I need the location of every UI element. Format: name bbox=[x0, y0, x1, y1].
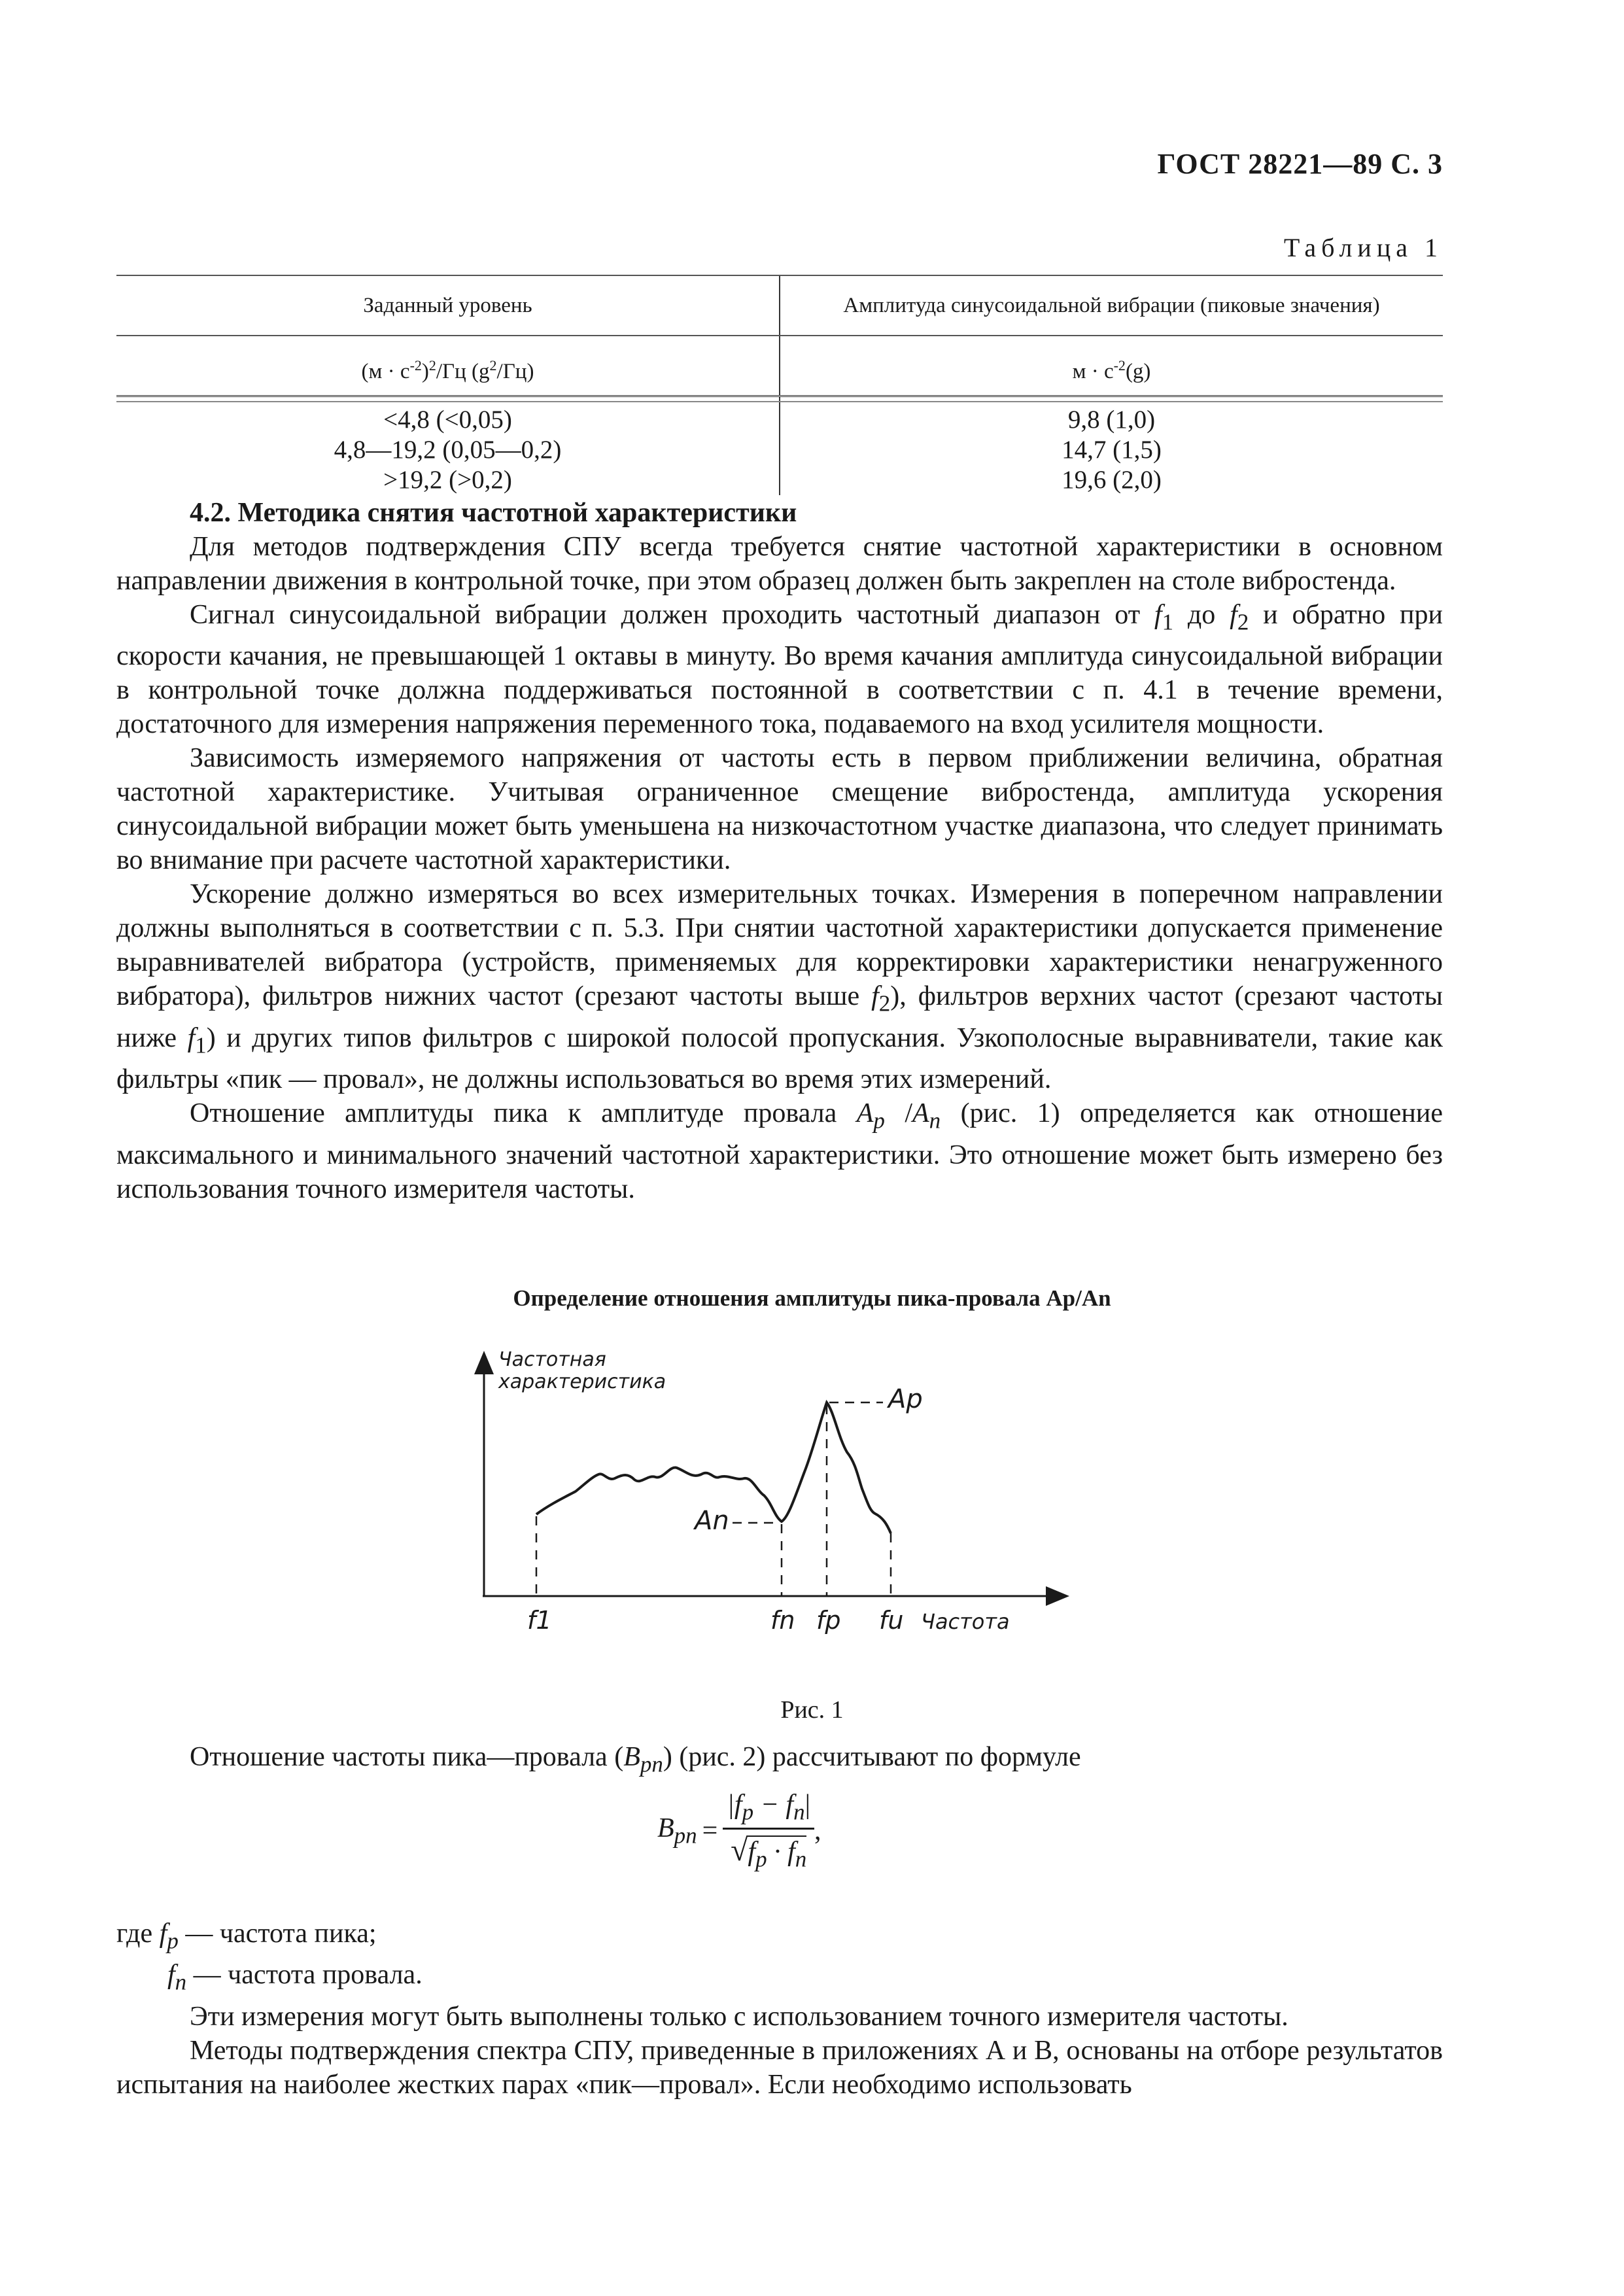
formula-numerator: $|f_p - f_n|$ bbox=[727, 1790, 810, 1825]
table-cell-level: <4,8 (<0,05) bbox=[383, 406, 512, 434]
amplitude-column bbox=[780, 402, 1443, 495]
page-header: ГОСТ 28221—89 С. 3 bbox=[1157, 148, 1443, 180]
table-cell-amplitude: 19,6 (2,0) bbox=[1062, 466, 1162, 494]
section-title: Методика снятия частотной характеристики bbox=[237, 498, 797, 528]
table-units-row bbox=[116, 335, 1443, 395]
paragraph-5: Отношение амплитуды пика к амплитуде провала $A_p$ $/A_n$ (рис. 1) определяется как отношение максимального и минимального значений частотной характеристики. Это отношение может быть измерено без использования точного измерителя частоты. bbox=[116, 1098, 1443, 1204]
section-number: 4.2. bbox=[190, 498, 231, 528]
formula-lhs: $B_{pn}$ bbox=[657, 1813, 697, 1849]
figure-1 bbox=[451, 1334, 1105, 1678]
fp-label: fp bbox=[816, 1606, 841, 1635]
table-cell-level: >19,2 (>0,2) bbox=[383, 466, 512, 494]
legend-block bbox=[116, 1917, 1443, 2102]
ap-label: Ap bbox=[888, 1384, 923, 1414]
an-label: An bbox=[695, 1506, 729, 1536]
fn-label: fn bbox=[770, 1606, 795, 1635]
paragraph-2: Сигнал синусоидальной вибрации должен проходить частотный диапазон от $f_1$ до $f_2$ и обратно при скорости качания, не превышающей 1 октавы в минуту. Во время качания амплитуда синусоидальной вибрации в контрольной точке должна поддерживаться постоянной в соответствии с п. 4.1 в течение времени, достаточного для измерения напряжения переменного тока, подаваемого на вход усилителя мощности. bbox=[116, 600, 1443, 740]
table-header-row bbox=[116, 275, 1443, 335]
figure-caption: Рис. 1 bbox=[780, 1696, 844, 1724]
legend-fp: где $f_p$ — частота пика; bbox=[116, 1919, 377, 1954]
level-column bbox=[116, 402, 780, 495]
paragraph-3: Зависимость измеряемого напряжения от частоты есть в первом приближении величина, обратная частотной характеристике. Учитывая ограниченное смещение вибростенда, амплитуда ускорения синусоидальной вибрации может быть уменьшена на низкочастотном участке диапазона, что следует принимать во внимание при расчете частотной характеристики. bbox=[116, 743, 1443, 876]
table-label: Таблица 1 bbox=[1283, 233, 1443, 262]
f1-label: f1 bbox=[527, 1606, 552, 1635]
formula-intro: Отношение частоты пика—провала $(B_{pn})$ (рис. 2) рассчитывают по формуле bbox=[190, 1742, 1081, 1777]
col2-header: Амплитуда синусоидальной вибрации (пиковые значения) bbox=[843, 294, 1380, 317]
table-cell-level: 4,8—19,2 (0,05—0,2) bbox=[334, 436, 562, 464]
table-cell-amplitude: 9,8 (1,0) bbox=[1067, 406, 1156, 434]
figure-title: Определение отношения амплитуды пика-провала Ap/An bbox=[513, 1285, 1111, 1311]
col1-units: $(м \cdot с^{-2})^2/Гц$ $(g^2/Гц)$ bbox=[116, 336, 780, 395]
table-body bbox=[116, 402, 1443, 495]
closing-paragraph-1: Эти измерения могут быть выполнены только с использованием точного измерителя частоты. bbox=[190, 2001, 1288, 2032]
fu-label: fu bbox=[879, 1606, 904, 1635]
table-separator bbox=[116, 395, 1443, 402]
table-cell-amplitude: 14,7 (1,5) bbox=[1062, 436, 1162, 464]
y-axis-label-2: характеристика bbox=[498, 1370, 666, 1393]
formula: $B_{pn}$ = $|f_p - f_n|$ $√f_p \cdot f_n$ , bbox=[657, 1790, 821, 1872]
x-axis-label: Частота bbox=[921, 1609, 1010, 1634]
col1-header: Заданный уровень bbox=[116, 276, 780, 335]
legend-fn: $f_n$ — частота провала. bbox=[167, 1960, 423, 1995]
formula-fraction bbox=[723, 1789, 814, 1873]
col2-units: $м \cdot с^{-2}(g)$ bbox=[1072, 357, 1151, 383]
formula-denominator: $√f_p \cdot f_n$ bbox=[731, 1833, 807, 1872]
closing-paragraph-2: Методы подтверждения спектра СПУ, приведенные в приложениях А и В, основаны на отборе результатов испытания на наиболее жестких парах «пик—провал». Если необходимо использовать bbox=[116, 2035, 1443, 2100]
paragraph-1: Для методов подтверждения СПУ всегда требуется снятие частотной характеристики в основном направлении движения в контрольной точке, при этом образец должен быть закреплен на столе вибростенда. bbox=[116, 532, 1443, 596]
y-axis-label-1: Частотная bbox=[498, 1348, 606, 1371]
body-text bbox=[116, 530, 1443, 1206]
frequency-response-diagram bbox=[451, 1334, 1105, 1675]
paragraph-4: Ускорение должно измеряться во всех измерительных точках. Измерения в поперечном направлении должны выполняться в соответствии с п. 5.3. При снятии частотной характеристики допускается применение выравнивателей вибратора (устройств, применяемых для корректировки характеристики ненагруженного вибратора), фильтров нижних частот (срезают частоты выше $f_2$), фильтров верхних частот (срезают частоты ниже $f_1$) и других типов фильтров с широкой полосой пропускания. Узкополосные выравниватели, такие как фильтры «пик — провал», не должны использоваться во время этих измерений. bbox=[116, 879, 1443, 1095]
section-heading bbox=[190, 497, 797, 529]
table-1 bbox=[116, 275, 1443, 495]
